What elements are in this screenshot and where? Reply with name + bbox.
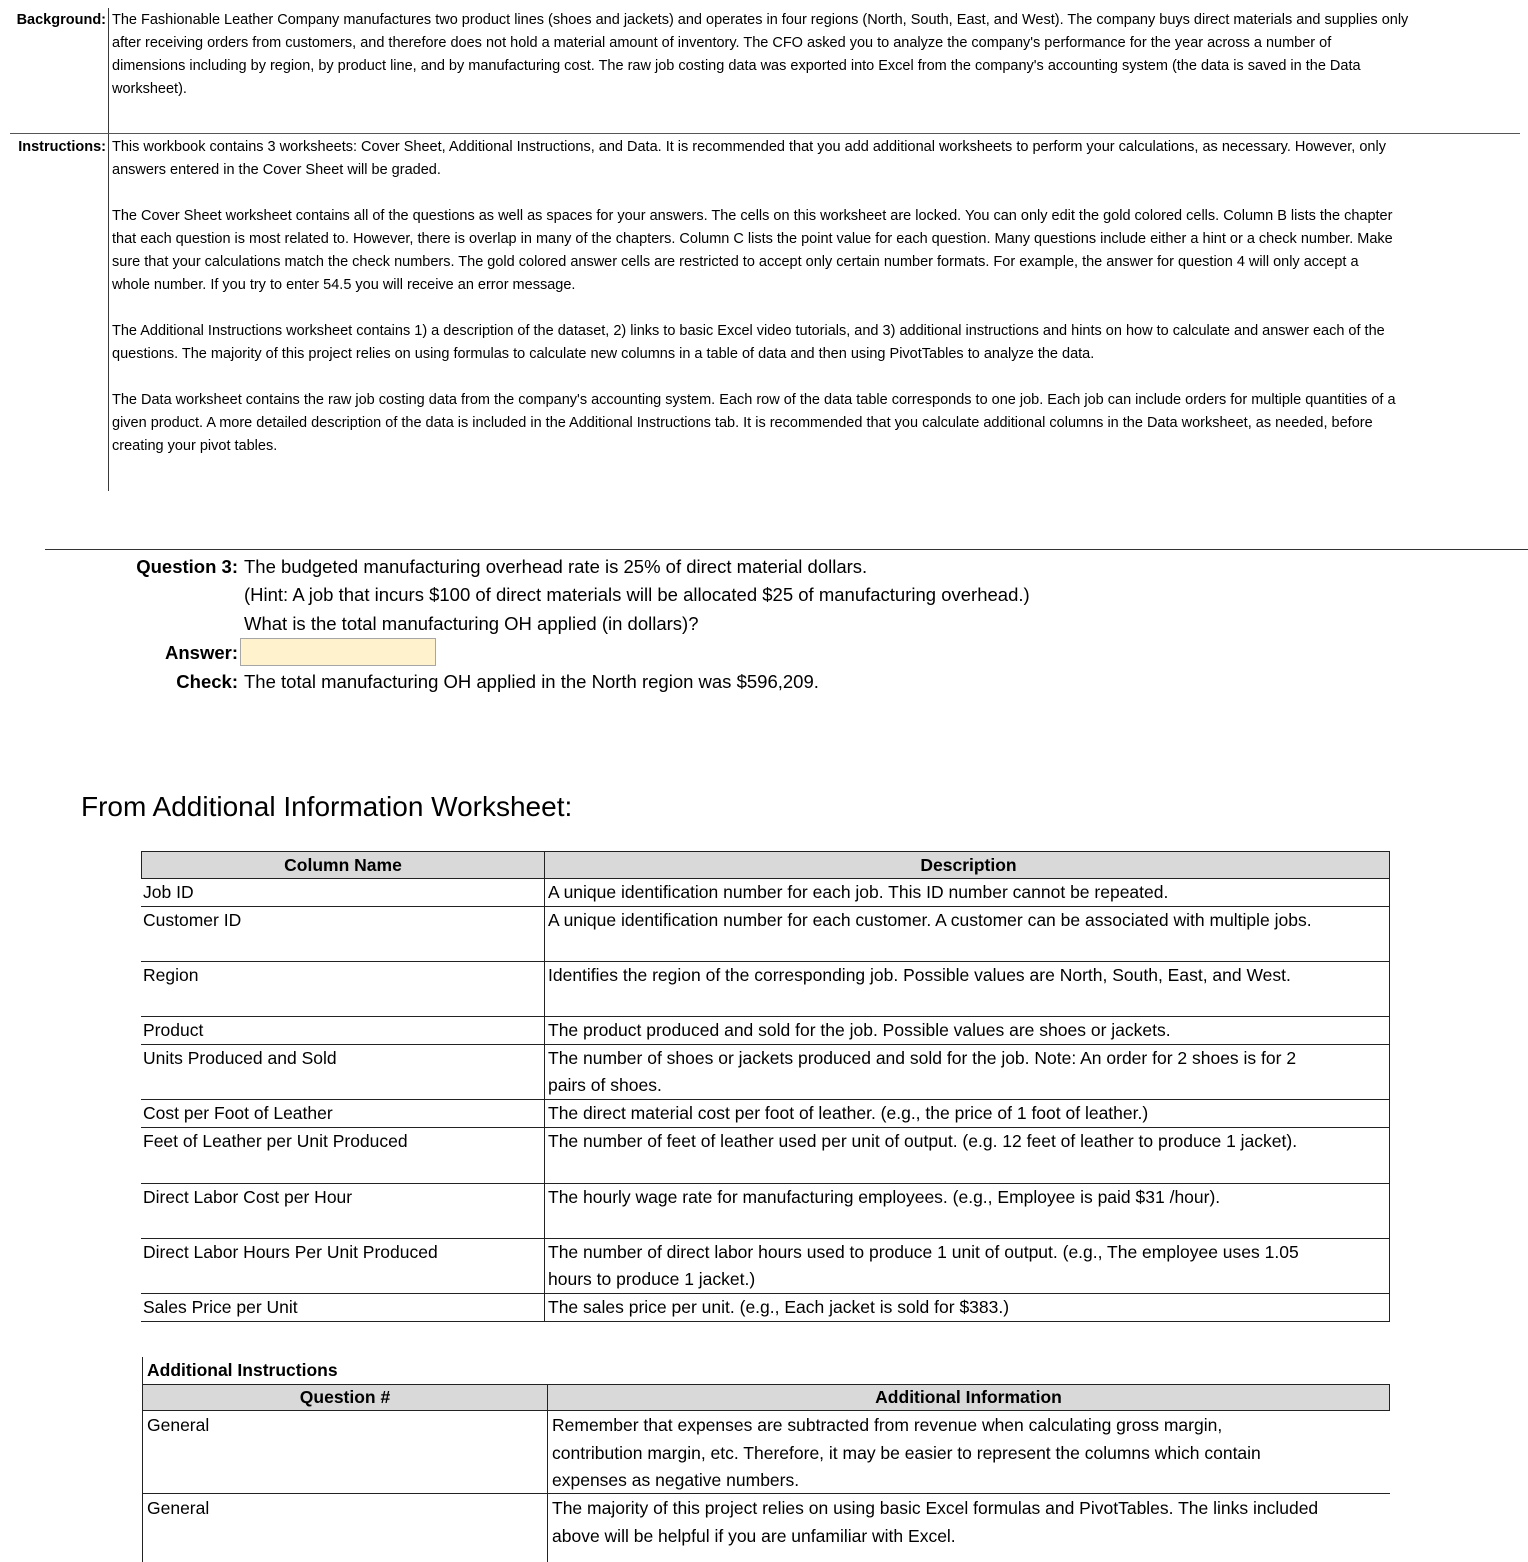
column-name-text: Direct Labor Hours Per Unit Produced [143,1242,438,1262]
column-name-cell [141,1128,545,1183]
row-job-id [141,879,1390,907]
row-cost-per-foot-of-leather [141,1100,1390,1128]
check-row [0,667,1528,696]
question-row [0,580,1528,609]
column-name-text: Job ID [143,882,194,902]
question-text-line: The budgeted manufacturing overhead rate is 25% of direct material dollars. [244,556,868,577]
row-direct-labor-cost-per-hour [141,1184,1390,1239]
description-text-line: Identifies the region of the corresponding job. Possible values are North, South, East, and West. [548,965,1291,985]
description-cell [545,1294,1390,1321]
instructions-label: Instructions: [18,139,106,155]
row-feet-of-leather-per-unit [141,1128,1390,1184]
question-number-cell [143,1494,548,1562]
instructions-text-line: that each question is most related to. However, there is overlap in many of the chapters. Column C lists the point value for each question. Many questions include either a hint or a check number. Make [112,231,1393,247]
column-name-text: Feet of Leather per Unit Produced [143,1131,408,1151]
row-general-2 [143,1494,1390,1562]
description-text-line: The number of direct labor hours used to produce 1 unit of output. (e.g., The employee uses 1.05 [548,1242,1299,1262]
background-text-line: after receiving orders from customers, and therefore does not hold a material amount of inventory. The CFO asked you to analyze the company's performance for the year across a number of [112,35,1332,51]
question-divider [45,549,1528,550]
background-label: Background: [16,12,106,28]
column-name-cell [141,1294,545,1321]
additional-information-line: above will be helpful if you are unfamiliar with Excel. [552,1525,956,1546]
description-cell [545,1017,1390,1044]
answer-row [0,638,1528,667]
column-name-cell [141,962,545,1016]
question-text-line: What is the total manufacturing OH applied (in dollars)? [244,613,699,634]
question-number-cell [143,1411,548,1493]
row-region [141,962,1390,1017]
table-header-row [141,851,1390,879]
description-cell [545,1128,1390,1183]
label-column-divider [108,8,109,491]
header-cell-additional-information: Additional Information [548,1385,1390,1410]
description-text-line: The number of feet of leather used per unit of output. (e.g. 12 feet of leather to produce 1 jacket). [548,1131,1298,1151]
description-text-line: The hourly wage rate for manufacturing employees. (e.g., Employee is paid $31 /hour). [548,1187,1221,1207]
row-units-produced-and-sold [141,1045,1390,1100]
description-text-line: The product produced and sold for the job. Possible values are shoes or jackets. [548,1020,1171,1040]
row-product [141,1017,1390,1045]
additional-information-cell [548,1494,1390,1562]
instructions-text-line: whole number. If you try to enter 54.5 you will receive an error message. [112,277,576,293]
instructions-text-line: given product. A more detailed description of the data is included in the Additional Instructions tab. It is recommended that you calculate additional columns in the Data worksheet, as needed, before [112,415,1373,431]
question-number-text: General [147,1498,210,1518]
column-descriptions-table [141,851,1390,1322]
description-cell [545,1184,1390,1238]
column-name-text: Region [143,965,199,985]
background-text-line: worksheet). [112,81,187,97]
description-text-line: pairs of shoes. [548,1075,662,1095]
additional-instructions-title: Additional Instructions [147,1360,338,1380]
description-cell [545,907,1390,961]
column-name-text: Customer ID [143,910,242,930]
instructions-paragraph [112,136,1520,182]
description-cell [545,962,1390,1016]
description-text-line: A unique identification number for each job. This ID number cannot be repeated. [548,882,1169,902]
instructions-paragraph [112,205,1520,297]
column-name-cell [141,1045,545,1099]
description-text-line: The sales price per unit. (e.g., Each jacket is sold for $383.) [548,1297,1010,1317]
additional-information-line: contribution margin, etc. Therefore, it may be easier to represent the columns which contain [552,1442,1261,1463]
instructions-text-line: The Cover Sheet worksheet contains all of the questions as well as spaces for your answers. The cells on this worksheet are locked. You can only edit the gold colored cells. Column B lists the chapter [112,208,1393,224]
column-name-cell [141,1184,545,1238]
description-text-line: hours to produce 1 jacket.) [548,1269,756,1289]
column-name-text: Units Produced and Sold [143,1048,337,1068]
row-customer-id [141,907,1390,962]
description-cell [545,879,1390,906]
instructions-text-line: sure that your calculations match the check numbers. The gold colored answer cells are restricted to accept only certain number formats. For example, the answer for question 4 will only accept a [112,254,1359,270]
instructions-text [112,136,1520,458]
table-header-row [143,1384,1390,1411]
description-cell [545,1045,1390,1099]
column-name-text: Direct Labor Cost per Hour [143,1187,353,1207]
column-name-cell [141,1239,545,1293]
header-cell-column-name: Column Name [141,852,545,878]
row-general-1 [143,1411,1390,1494]
row-sales-price-per-unit [141,1294,1390,1322]
check-text: The total manufacturing OH applied in the North region was $596,209. [244,671,819,692]
row-direct-labor-hours-per-unit [141,1239,1390,1294]
question-label: Question 3: [136,556,238,577]
description-cell [545,1100,1390,1127]
additional-information-line: Remember that expenses are subtracted from revenue when calculating gross margin, [552,1415,1223,1435]
column-name-cell [141,1017,545,1044]
instructions-paragraph [112,320,1520,366]
column-name-text: Cost per Foot of Leather [143,1103,333,1123]
column-name-text: Sales Price per Unit [143,1297,298,1317]
description-text-line: The direct material cost per foot of leather. (e.g., the price of 1 foot of leather.) [548,1103,1149,1123]
instructions-text-line: The Data worksheet contains the raw job costing data from the company's accounting system. Each row of the data table corresponds to one job. Each job can include orders for multiple quantities of a [112,392,1396,408]
additional-information-line: The majority of this project relies on using basic Excel formulas and PivotTables. The links included [552,1498,1319,1518]
background-text-line: dimensions including by region, by product line, and by manufacturing cost. The raw job costing data was exported into Excel from the company's accounting system (the data is saved in the Data [112,58,1361,74]
header-cell-description: Description [545,852,1390,878]
column-name-cell [141,879,545,906]
background-text [112,9,1520,101]
additional-information-line: expenses as negative numbers. [552,1470,800,1490]
additional-instructions-table [143,1384,1390,1562]
question-row [0,552,1528,581]
check-label: Check: [176,671,238,692]
description-text-line: The number of shoes or jackets produced and sold for the job. Note: An order for 2 shoes is for 2 [548,1048,1297,1068]
instructions-text-line: creating your pivot tables. [112,438,278,454]
column-name-text: Product [143,1020,204,1040]
instructions-text-line: The Additional Instructions worksheet contains 1) a description of the dataset, 2) links to basic Excel video tutorials, and 3) additional instructions and hints on how to calculate and answer each of the [112,323,1385,339]
answer-label: Answer: [165,642,238,663]
instructions-text-line: questions. The majority of this project relies on using formulas to calculate new columns in a table of data and then using PivotTables to analyze the data. [112,346,1095,362]
column-name-cell [141,1100,545,1127]
question-hint-line: (Hint: A job that incurs $100 of direct materials will be allocated $25 of manufacturing overhead.) [244,584,1030,605]
background-text-line: The Fashionable Leather Company manufactures two product lines (shoes and jackets) and operates in four regions (North, South, East, and West). The company buys direct materials and supplies only [112,12,1409,28]
question-number-text: General [147,1415,210,1435]
instructions-text-line: This workbook contains 3 worksheets: Cover Sheet, Additional Instructions, and Data. It is recommended that you add additional worksheets to perform your calculations, as necessary. However, only [112,139,1386,155]
header-cell-question-number: Question # [143,1385,548,1410]
additional-information-cell [548,1411,1390,1493]
description-cell [545,1239,1390,1293]
column-name-cell [141,907,545,961]
section-divider [10,133,1520,134]
question-row [0,609,1528,638]
instructions-text-line: answers entered in the Cover Sheet will be graded. [112,162,441,178]
answer-input[interactable] [240,638,436,666]
instructions-paragraph [112,389,1520,458]
description-text-line: A unique identification number for each customer. A customer can be associated with multiple jobs. [548,910,1312,930]
section-title: From Additional Information Worksheet: [81,791,573,822]
